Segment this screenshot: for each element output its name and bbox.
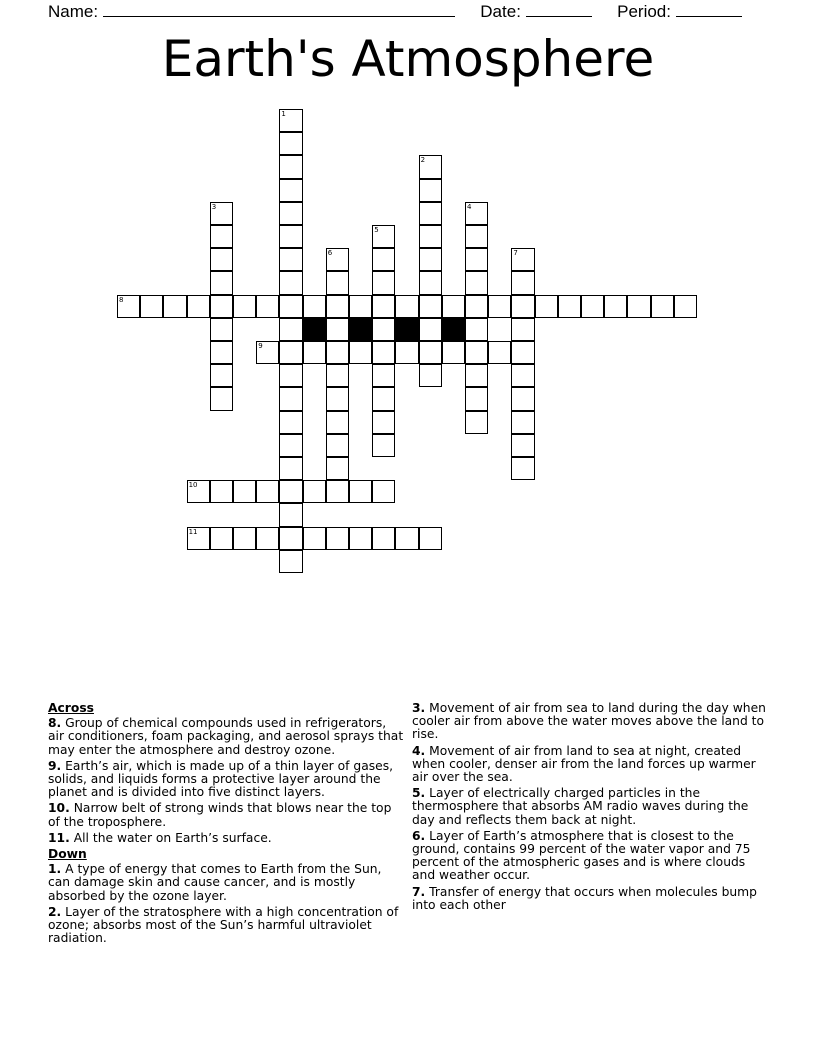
crossword-block [349, 318, 372, 341]
crossword-cell[interactable] [303, 480, 326, 503]
crossword-cell[interactable] [210, 318, 233, 341]
crossword-cell[interactable] [372, 271, 395, 294]
crossword-cell-number: 4 [467, 202, 472, 211]
crossword-cell[interactable] [279, 480, 302, 503]
crossword-cell[interactable] [465, 295, 488, 318]
crossword-cell[interactable] [465, 387, 488, 410]
crossword-cell-number: 9 [258, 342, 263, 350]
crossword-cell[interactable] [558, 295, 581, 318]
crossword-cell[interactable] [326, 387, 349, 410]
crossword-cell-number: 6 [327, 249, 333, 258]
crossword-cell[interactable] [419, 155, 442, 178]
crossword-cell[interactable] [511, 295, 534, 318]
clue-down-3: 3. Movement of air from sea to land during the day when cooler air from above the water moves above the land to rise. [412, 701, 766, 742]
crossword-cell[interactable] [326, 434, 349, 457]
crossword-cell[interactable] [419, 364, 442, 387]
crossword-cell[interactable] [419, 318, 442, 341]
clue-across-11: 11. All the water on Earth’s surface. [48, 830, 272, 845]
crossword-cell[interactable] [279, 202, 302, 225]
crossword-cell[interactable] [372, 387, 395, 410]
clue-down-6: 6. Layer of Earth’s atmosphere that is closest to the ground, contains 99 percent of the water vapor and 75 percent of the atmospheric gases and is where clouds and weather occur. [412, 828, 751, 883]
crossword-cell[interactable] [279, 179, 302, 202]
crossword-cell[interactable] [511, 387, 534, 410]
crossword-cell[interactable] [279, 109, 302, 132]
crossword-cell[interactable] [442, 341, 465, 364]
crossword-cell[interactable] [210, 202, 233, 225]
crossword-cell[interactable] [465, 341, 488, 364]
crossword-cell[interactable] [419, 295, 442, 318]
crossword-block [395, 318, 418, 341]
crossword-cell[interactable] [372, 480, 395, 503]
crossword-cell[interactable] [233, 295, 256, 318]
crossword-cell[interactable] [210, 480, 233, 503]
crossword-cell[interactable] [372, 318, 395, 341]
crossword-cell[interactable] [511, 318, 534, 341]
crossword-cell[interactable] [187, 527, 210, 550]
crossword-cell[interactable] [326, 527, 349, 550]
crossword-cell[interactable] [511, 364, 534, 387]
crossword-cell[interactable] [210, 248, 233, 271]
crossword-cell[interactable] [279, 527, 302, 550]
crossword-cell[interactable] [488, 295, 511, 318]
crossword-cell[interactable] [303, 295, 326, 318]
crossword-cell-number: 7 [513, 249, 518, 258]
crossword-cell[interactable] [187, 480, 210, 503]
crossword-cell[interactable] [210, 271, 233, 294]
crossword-cell[interactable] [117, 295, 140, 318]
crossword-cell[interactable] [372, 434, 395, 457]
crossword-cell[interactable] [279, 155, 302, 178]
crossword-cell[interactable] [256, 295, 279, 318]
crossword-cell[interactable] [279, 550, 302, 573]
crossword-cell[interactable] [326, 271, 349, 294]
crossword-cell[interactable] [279, 248, 302, 271]
crossword-cell[interactable] [674, 295, 697, 318]
crossword-cell[interactable] [326, 318, 349, 341]
crossword-cell[interactable] [233, 480, 256, 503]
crossword-cell[interactable] [279, 318, 302, 341]
crossword-cell[interactable] [511, 411, 534, 434]
clue-down-5: 5. Layer of electrically charged particles in the thermosphere that absorbs AM radio waves during the day and reflects them back at night. [412, 786, 749, 827]
date-label: Date: [480, 2, 521, 21]
crossword-cell[interactable] [419, 202, 442, 225]
crossword-cell[interactable] [535, 295, 558, 318]
crossword-cell[interactable] [442, 295, 465, 318]
crossword-block [442, 318, 465, 341]
clues-right-column [412, 702, 768, 915]
crossword-cell[interactable] [279, 434, 302, 457]
crossword-cell[interactable] [511, 248, 534, 271]
crossword-cell[interactable] [372, 411, 395, 434]
crossword-cell[interactable] [210, 225, 233, 248]
crossword-cell[interactable] [511, 457, 534, 480]
crossword-cell[interactable] [349, 341, 372, 364]
name-label: Name: [48, 2, 99, 21]
crossword-cell[interactable] [279, 271, 302, 294]
crossword-cell[interactable] [511, 341, 534, 364]
crossword-cell[interactable] [372, 341, 395, 364]
crossword-cell[interactable] [279, 387, 302, 410]
crossword-cell-number: 2 [420, 156, 426, 165]
crossword-cell[interactable] [465, 248, 488, 271]
crossword-cell[interactable] [511, 434, 534, 457]
crossword-cell[interactable] [279, 457, 302, 480]
crossword-cell-number: 10 [188, 481, 198, 490]
crossword-cell[interactable] [279, 295, 302, 318]
crossword-cell-number: 3 [211, 202, 217, 211]
crossword-cell[interactable] [395, 295, 418, 318]
crossword-cell[interactable] [326, 341, 349, 364]
crossword-cell[interactable] [210, 295, 233, 318]
crossword-cell[interactable] [279, 364, 302, 387]
crossword-cell[interactable] [372, 225, 395, 248]
crossword-cell[interactable] [326, 364, 349, 387]
period-label: Period: [617, 2, 671, 21]
crossword-cell[interactable] [395, 341, 418, 364]
crossword-cell[interactable] [210, 364, 233, 387]
clue-down-4: 4. Movement of air from land to sea at night, created when cooler, denser air from the land forces up warmer air over the sea. [412, 743, 756, 785]
crossword-block [303, 318, 326, 341]
crossword-cell[interactable] [581, 295, 604, 318]
crossword-cell[interactable] [419, 527, 442, 550]
clue-across-10: 10. Narrow belt of strong winds that blows near the top of the troposphere. [48, 801, 392, 829]
crossword-cell[interactable] [488, 341, 511, 364]
crossword-cell[interactable] [279, 225, 302, 248]
crossword-cell[interactable] [163, 295, 186, 318]
crossword-cell[interactable] [395, 527, 418, 550]
crossword-cell[interactable] [256, 341, 279, 364]
down-heading: Down [48, 847, 87, 862]
clue-across-9: 9. Earth’s air, which is made up of a thin layer of gases, solids, and liquids forms a protective layer around the planet and is divided into five distinct layers. [48, 758, 394, 800]
crossword-cell[interactable] [419, 341, 442, 364]
crossword-cell[interactable] [210, 341, 233, 364]
crossword-cell[interactable] [210, 387, 233, 410]
crossword-cell-number: 1 [281, 110, 286, 118]
crossword-cell[interactable] [465, 271, 488, 294]
crossword-cell[interactable] [465, 225, 488, 248]
crossword-cell[interactable] [256, 527, 279, 550]
crossword-cell[interactable] [372, 364, 395, 387]
clue-down-1: 1. A type of energy that comes to Earth from the Sun, can damage skin and cause cancer, and is mostly absorbed by the ozone layer. [48, 862, 382, 903]
crossword-cell[interactable] [419, 248, 442, 271]
crossword-cell[interactable] [326, 248, 349, 271]
clue-down-2: 2. Layer of the stratosphere with a high concentration of ozone; absorbs most of the Sun’s harmful ultraviolet radiation. [48, 904, 399, 946]
crossword-cell[interactable] [279, 411, 302, 434]
crossword-cell[interactable] [279, 132, 302, 155]
crossword-cell[interactable] [349, 295, 372, 318]
crossword-cell[interactable] [279, 341, 302, 364]
crossword-cell[interactable] [349, 527, 372, 550]
crossword-cell[interactable] [187, 295, 210, 318]
crossword-cell[interactable] [604, 295, 627, 318]
crossword-cell[interactable] [210, 527, 233, 550]
crossword-cell[interactable] [419, 179, 442, 202]
crossword-cell[interactable] [465, 364, 488, 387]
crossword-cell[interactable] [233, 527, 256, 550]
crossword-cell[interactable] [303, 527, 326, 550]
crossword-cell[interactable] [465, 318, 488, 341]
crossword-cell[interactable] [303, 341, 326, 364]
crossword-cell[interactable] [256, 480, 279, 503]
crossword-cell[interactable] [326, 457, 349, 480]
crossword-cell[interactable] [651, 295, 674, 318]
crossword-cell[interactable] [372, 295, 395, 318]
crossword-cell-number: 8 [119, 295, 124, 304]
clue-down-7: 7. Transfer of energy that occurs when molecules bump into each other [412, 884, 757, 912]
crossword-cell[interactable] [372, 527, 395, 550]
across-heading: Across [48, 701, 94, 715]
clue-across-8: 8. Group of chemical compounds used in refrigerators, air conditioners, foam packaging, and aerosol sprays that may enter the atmosphere and destroy ozone. [48, 716, 404, 757]
clues-left-column [48, 702, 406, 948]
crossword-cell[interactable] [627, 295, 650, 318]
crossword-cell[interactable] [465, 202, 488, 225]
crossword-cell[interactable] [465, 411, 488, 434]
crossword-cell-number: 5 [374, 226, 379, 234]
crossword-cell[interactable] [349, 480, 372, 503]
crossword-cell[interactable] [326, 295, 349, 318]
crossword-cell[interactable] [419, 271, 442, 294]
page-title: Earth's Atmosphere [161, 30, 655, 88]
crossword-cell[interactable] [326, 411, 349, 434]
crossword-cell[interactable] [372, 248, 395, 271]
crossword-cell[interactable] [326, 480, 349, 503]
crossword-cell[interactable] [419, 225, 442, 248]
crossword-cell[interactable] [511, 271, 534, 294]
crossword-cell-number: 11 [188, 527, 198, 536]
crossword-cell[interactable] [279, 503, 302, 526]
crossword-cell[interactable] [140, 295, 163, 318]
